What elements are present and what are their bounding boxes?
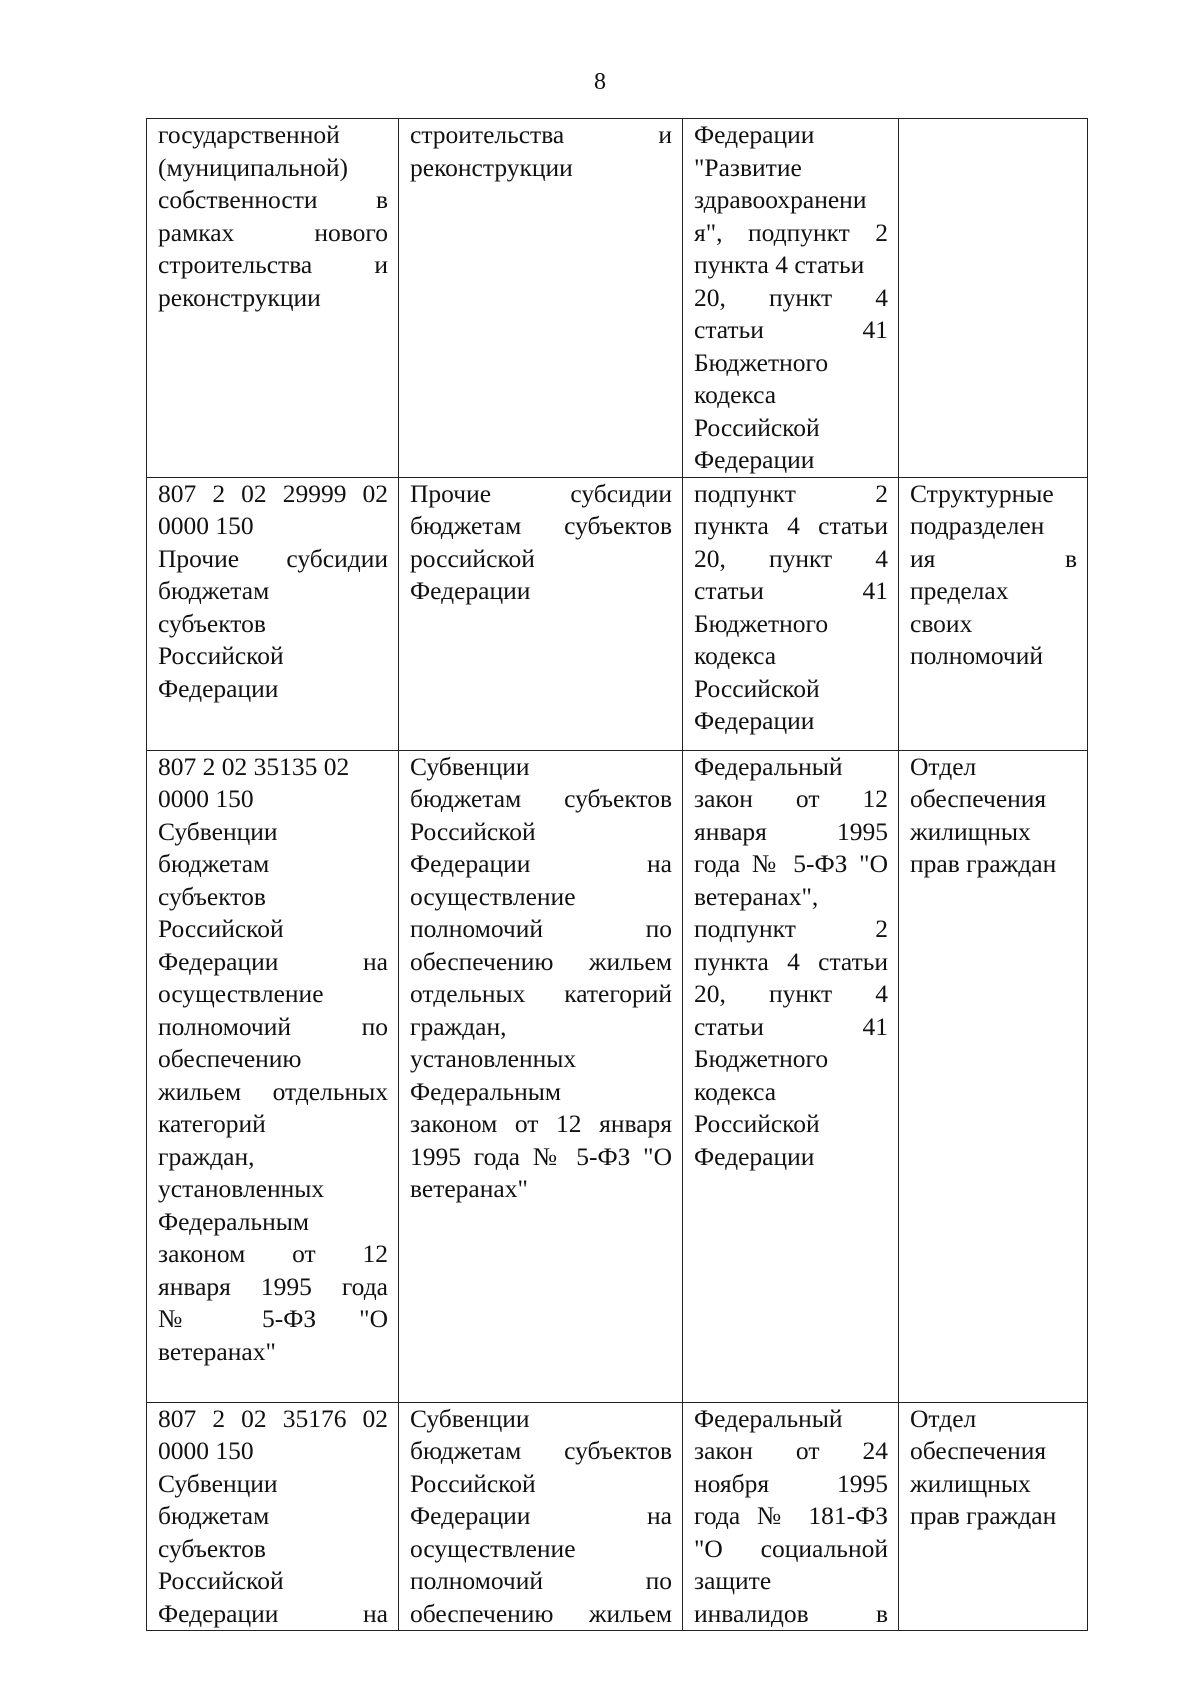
legal-basis-cell <box>683 477 899 750</box>
cell-text: бюджетам субъектов <box>410 784 672 813</box>
cell-text: полномочий по <box>410 1566 672 1595</box>
cell-text: строительства и <box>410 120 672 149</box>
cell-text: 0000 150 <box>158 784 254 813</box>
cell-text: Российской <box>694 673 820 703</box>
cell-text: 0000 150 <box>158 511 254 540</box>
cell-text: Федерации на <box>158 1598 388 1628</box>
cell-text: 807 2 02 29999 02 <box>158 478 388 508</box>
table-row <box>147 119 1088 478</box>
cell-text: января 1995 <box>694 816 888 846</box>
cell-text: я", подпункт 2 <box>694 217 888 247</box>
cell-text: обеспечению <box>158 1044 302 1073</box>
cell-text: статьи 41 <box>694 576 888 605</box>
cell-text: обеспечения <box>910 784 1047 813</box>
table-row <box>147 477 1088 750</box>
cell-text: Российской <box>410 1468 536 1498</box>
cell-text: инвалидов в <box>694 1598 888 1628</box>
cell-text: собственности в <box>158 185 388 214</box>
code-cell <box>147 477 399 750</box>
cell-text: ветеранах", <box>694 881 819 911</box>
cell-text: Федерации <box>694 1141 815 1171</box>
code-cell <box>147 750 399 1402</box>
description-cell <box>399 477 683 750</box>
cell-text: ветеранах" <box>410 1174 528 1203</box>
table-row <box>147 1402 1088 1631</box>
cell-text: Бюджетного <box>694 1044 829 1073</box>
cell-text: реконструкции <box>410 152 573 182</box>
cell-text: № 5-ФЗ "О <box>158 1304 388 1333</box>
cell-text: бюджетам <box>158 849 270 878</box>
cell-text: реконструкции <box>158 282 321 312</box>
code-cell <box>147 119 399 478</box>
cell-text: закон от 24 <box>694 1436 888 1465</box>
cell-text: категорий <box>158 1109 266 1138</box>
cell-text: 807 2 02 35135 02 <box>158 751 350 781</box>
cell-text: Российской <box>158 1566 284 1595</box>
cell-text: законом от 12 января <box>410 1109 672 1138</box>
cell-text: Субвенции <box>410 1403 530 1433</box>
cell-text: Федерации на <box>410 1501 672 1530</box>
description-cell <box>399 750 683 1402</box>
cell-text: "О социальной <box>694 1533 888 1563</box>
cell-text: пункта 4 статьи <box>694 250 865 279</box>
cell-text: кодекса <box>694 1076 777 1106</box>
cell-text: года № 5-ФЗ "О <box>694 849 888 878</box>
cell-text: статьи 41 <box>694 315 888 344</box>
cell-text: бюджетам <box>158 1501 270 1530</box>
cell-text: 0000 150 <box>158 1436 254 1465</box>
cell-text: статьи 41 <box>694 1011 888 1041</box>
responsible-cell <box>899 119 1088 478</box>
cell-text: 1995 года № 5-ФЗ "О <box>410 1141 672 1171</box>
cell-text: Федеральным <box>158 1206 309 1236</box>
cell-text: Отдел <box>910 1403 977 1433</box>
cell-text: полномочий <box>910 641 1044 670</box>
cell-text: полномочий по <box>410 914 672 943</box>
cell-text: Субвенции <box>158 816 278 846</box>
cell-text: законом от 12 <box>158 1239 388 1268</box>
cell-text: осуществление <box>158 979 324 1008</box>
description-cell <box>399 119 683 478</box>
cell-text: субъектов <box>158 881 266 911</box>
code-cell <box>147 1402 399 1631</box>
cell-text: осуществление <box>410 1533 576 1563</box>
cell-text: установленных <box>158 1174 325 1203</box>
cell-text: Федерации <box>694 445 815 474</box>
cell-text: Федерации <box>158 673 279 703</box>
responsible-cell <box>899 477 1088 750</box>
cell-text: государственной <box>158 120 340 149</box>
page-number: 8 <box>594 69 606 95</box>
cell-text: подразделен <box>910 511 1045 540</box>
cell-text: Российской <box>158 641 284 670</box>
description-cell <box>399 1402 683 1631</box>
cell-text: Федерации на <box>410 849 672 878</box>
cell-text: Российской <box>694 412 820 442</box>
cell-text: пределах <box>910 576 1009 605</box>
cell-text: обеспечения <box>910 1436 1047 1465</box>
cell-text: Субвенции <box>158 1468 278 1498</box>
cell-text: ия в <box>910 543 1077 573</box>
cell-text: Федерации <box>694 120 815 149</box>
cell-text: (муниципальной) <box>158 152 349 182</box>
cell-text: пункта 4 статьи <box>694 511 888 540</box>
cell-text: прав граждан <box>910 1501 1057 1530</box>
cell-text: 20, пункт 4 <box>694 543 888 573</box>
cell-text: подпункт 2 <box>694 478 888 508</box>
cell-text: "Развитие <box>694 152 802 182</box>
cell-text: граждан, <box>410 1011 507 1041</box>
cell-text: Федерации на <box>158 946 388 976</box>
cell-text: граждан, <box>158 1141 255 1171</box>
table-row <box>147 750 1088 1402</box>
cell-text: Бюджетного <box>694 347 829 377</box>
cell-text: пункта 4 статьи <box>694 946 888 976</box>
cell-text: подпункт 2 <box>694 914 888 943</box>
cell-text: Прочие субсидии <box>158 543 388 573</box>
cell-text: Российской <box>694 1109 820 1138</box>
cell-text: защите <box>694 1566 772 1595</box>
legal-basis-cell <box>683 119 899 478</box>
legal-basis-cell <box>683 750 899 1402</box>
cell-text: Отдел <box>910 751 977 781</box>
cell-text: Федеральный <box>694 751 843 781</box>
responsible-cell <box>899 1402 1088 1631</box>
cell-text: 20, пункт 4 <box>694 979 888 1008</box>
cell-text: ветеранах" <box>158 1336 276 1366</box>
cell-text: 807 2 02 35176 02 <box>158 1403 388 1433</box>
cell-text: бюджетам <box>158 576 270 605</box>
cell-text: января 1995 года <box>158 1271 388 1301</box>
cell-text: бюджетам субъектов <box>410 1436 672 1465</box>
legal-basis-cell <box>683 1402 899 1631</box>
cell-text: бюджетам субъектов <box>410 511 672 540</box>
document-table <box>146 118 1088 1631</box>
cell-text: Федеральным <box>410 1076 561 1106</box>
cell-text: своих <box>910 608 973 638</box>
cell-text: Бюджетного <box>694 608 829 638</box>
cell-text: российской <box>410 543 535 573</box>
cell-text: жилищных <box>910 816 1031 846</box>
cell-text: обеспечению жильем <box>410 1598 672 1628</box>
cell-text: субъектов <box>158 1533 266 1563</box>
cell-text: установленных <box>410 1044 577 1073</box>
cell-text: обеспечению жильем <box>410 946 672 976</box>
cell-text: Прочие субсидии <box>410 478 672 508</box>
cell-text: кодекса <box>694 380 777 409</box>
cell-text: субъектов <box>158 608 266 638</box>
cell-text: ноября 1995 <box>694 1468 888 1498</box>
cell-text: Субвенции <box>410 751 530 781</box>
cell-text: строительства и <box>158 250 388 279</box>
cell-text: прав граждан <box>910 849 1057 878</box>
cell-text: 20, пункт 4 <box>694 282 888 312</box>
cell-text: Российской <box>410 816 536 846</box>
cell-text: осуществление <box>410 881 576 911</box>
cell-text: Федерации <box>694 706 815 735</box>
cell-text: Структурные <box>910 478 1054 508</box>
cell-text: закон от 12 <box>694 784 888 813</box>
cell-text: года № 181-ФЗ <box>694 1501 888 1530</box>
cell-text: отдельных категорий <box>410 979 672 1008</box>
cell-text: жильем отдельных <box>158 1076 388 1106</box>
cell-text: полномочий по <box>158 1011 388 1041</box>
cell-text: рамках нового <box>158 217 388 247</box>
cell-text: Федерации <box>410 576 531 605</box>
cell-text: здравоохранени <box>694 185 867 214</box>
cell-text: Федеральный <box>694 1403 843 1433</box>
cell-text: жилищных <box>910 1468 1031 1498</box>
cell-text: кодекса <box>694 641 777 670</box>
responsible-cell <box>899 750 1088 1402</box>
cell-text: Российской <box>158 914 284 943</box>
